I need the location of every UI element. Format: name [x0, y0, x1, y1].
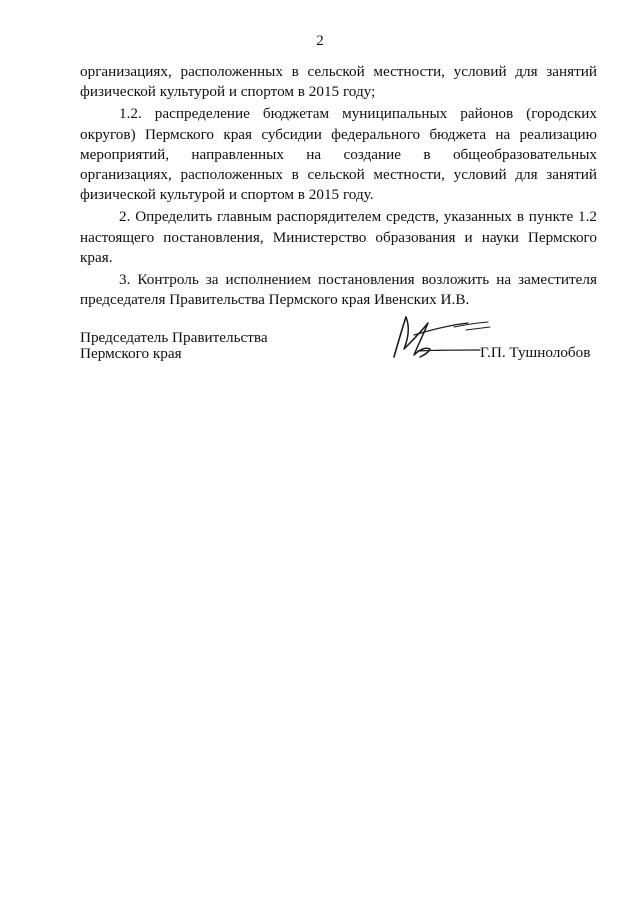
document-body — [80, 62, 597, 312]
paragraph-1-2: 1.2. распределение бюджетам муниципальных районов (городских округов) Пермского края субсидии федерального бюджета на реализацию мероприятий, направленных на создание в общеобразовательных организациях, расположенных в сельской местности, условий для занятий физической культурой и спортом в 2015 году. — [80, 105, 597, 204]
page-number: 2 — [316, 33, 324, 49]
paragraph-continuation: организациях, расположенных в сельской местности, условий для занятий физической культурой и спортом в 2015 году; — [80, 63, 597, 101]
paragraph-2: 2. Определить главным распорядителем средств, указанных в пункте 1.2 настоящего постановления, Министерство образования и науки Пермского края. — [80, 208, 597, 266]
paragraph-3: 3. Контроль за исполнением постановления возложить на заместителя председателя Правительства Пермского края Ивенских И.В. — [80, 271, 597, 309]
signer-title — [80, 330, 268, 362]
signer-title-line1: Председатель Правительства — [80, 329, 268, 346]
signer-name: Г.П. Тушнолобов — [480, 344, 591, 361]
signer-title-line2: Пермского края — [80, 345, 182, 362]
